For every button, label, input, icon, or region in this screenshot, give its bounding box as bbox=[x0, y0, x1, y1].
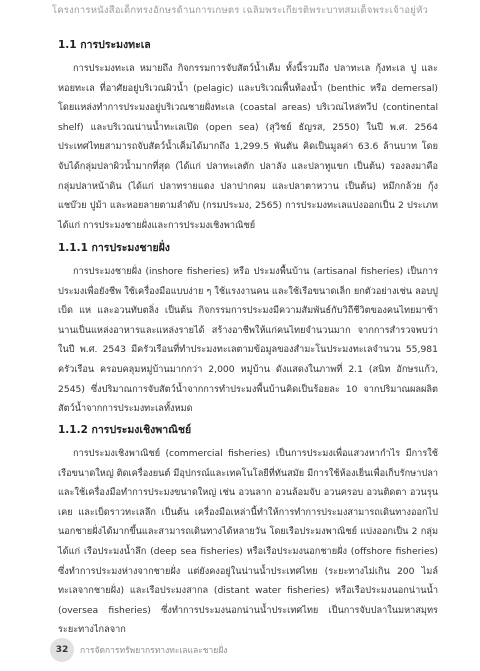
section-paragraph: การประมงทะเล หมายถึง กิจกรรมการจับสัตว์น้ำเค็ม ทั้งนี้รวมถึง ปลาทะเล กุ้งทะเล ปู และหอยทะเล ที่อาศัยอยู่บริเวณผิวน้ำ (pelagic) และบริเวณพื้นท้องน้ำ (benthic หรือ demersal) โดยแหล่งทำการประมงอยู่บริเวณชายฝั่งทะเล (coastal areas) บริเวณไหล่ทวีป (continental shelf) และบริเวณน่านน้ำทะเลเปิด (open sea) (สุวิชย์ ธัญรส, 2550) ในปี พ.ศ. 2564 ประเทศไทยสามารถจับสัตว์น้ำเค็มได้มากถึง 1,299.5 พันตัน คิดเป็นมูลค่า 63.6 ล้านบาท โดยจับได้กลุ่มปลาผิวน้ำมากที่สุด (ได้แก่ ปลาทะเลตัก ปลาลัง และปลาทูแขก เป็นต้น) รองลงมาคือกลุ่มปลาหน้าดิน (ได้แก่ ปลาทรายแดง ปลาปากคม และปลาตาหวาน เป็นต้น) หมึกกล้วย กุ้งแชบ๊วย ปูม้า และหอยลายตามลำดับ (กรมประมง, 2565) การประมงทะเลแบ่งออกเป็น 2 ประเภท ได้แก่ การประมงชายฝั่งและการประมงเชิงพาณิชย์ bbox=[58, 63, 438, 231]
section-inshore-fisheries bbox=[58, 241, 438, 419]
section-marine-fisheries bbox=[58, 38, 438, 235]
section-paragraph: การประมงเชิงพาณิชย์ (commercial fisheries) เป็นการประมงเพื่อแสวงหากำไร มีการใช้เรือขนาดใหญ่ ติดเครื่องยนต์ มีอุปกรณ์และเทคโนโลยีที่ทันสมัย มีการใช้ห้องเย็นเพื่อเก็บรักษาปลา และใช้เครื่องมือทำการประมงขนาดใหญ่ เช่น อวนลาก อวนล้อมจับ อวนครอบ อวนติดตา อวนรุนเคย และเบ็ดราวทะเลลึก เป็นต้น เครื่องมือเหล่านี้ทำให้การทำการประมงสามารถเดินทางออกไปนอกชายฝั่งได้มากขึ้นและสามารถเดินทางได้หลายวัน โดยเรือประมงพาณิชย์ แบ่งออกเป็น 2 กลุ่มได้แก่ เรือประมงน้ำลึก (deep sea fisheries) หรือเรือประมงนอกชายฝั่ง (offshore fisheries) ซึ่งทำการประมงห่างจากชายฝั่ง แต่ยังคงอยู่ในน่านน้ำประเทศไทย (ระยะทางไม่เกิน 200 ไมล์ทะเลจากชายฝั่ง) และเรือประมงสากล (distant water fisheries) หรือเรือประมงนอกน่านน้ำ (oversea fisheries) ซึ่งทำการประมงนอกน่านน้ำประเทศไทย เป็นการจับปลาในมหาสมุทร ระยะทางไกลจาก bbox=[58, 448, 438, 636]
book-title: การจัดการทรัพยากรทางทะเลและชายฝั่ง bbox=[80, 646, 228, 656]
running-header: โครงการหนังสือเด็กทรงอักษรด้านการเกษตร เฉลิมพระเกียรติพระบาทสมเด็จพระเจ้าอยู่หัว bbox=[51, 5, 429, 16]
section-heading: 1.1.1 การประมงชายฝั่ง bbox=[58, 242, 170, 254]
section-heading: 1.1 การประมงทะเล bbox=[58, 39, 151, 51]
section-paragraph: การประมงชายฝั่ง (inshore fisheries) หรือ ประมงพื้นบ้าน (artisanal fisheries) เป็นการประมงเพื่อยังชีพ ใช้เครื่องมือแบบง่าย ๆ ใช้แรงงานคน และใช้เรือขนาดเล็ก ยกตัวอย่างเช่น ลอบปูเบ็ด แห และอวนทับตลิ่ง เป็นต้น กิจกรรมการประมงมีความสัมพันธ์กับวิถีชีวิตของคนไทยมาช้านานเป็นแหล่งอาหารและแหล่งรายได้ สร้างอาชีพให้แก่คนไทยจำนวนมาก จากการสำรวจพบว่าในปี พ.ศ. 2543 มีครัวเรือนที่ทำประมงทะเลตามข้อมูลของสำมะโนประมงทะเลจำนวน 55,981 ครัวเรือน ครอบคลุมหมู่บ้านมากกว่า 2,000 หมู่บ้าน ดังแสดงในภาพที่ 2.1 (สนิท อักษรแก้ว, 2545) ซึ่งปริมาณการจับสัตว์น้ำจากการทำประมงพื้นบ้านคิดเป็นร้อยละ 10 จากปริมาณผลผลิตสัตว์น้ำจากการประมงทะเลทั้งหมด bbox=[58, 266, 438, 415]
page-footer bbox=[50, 638, 227, 662]
section-commercial-fisheries bbox=[58, 423, 438, 640]
section-heading: 1.1.2 การประมงเชิงพาณิชย์ bbox=[58, 424, 192, 436]
page-number: 32 bbox=[50, 638, 74, 662]
